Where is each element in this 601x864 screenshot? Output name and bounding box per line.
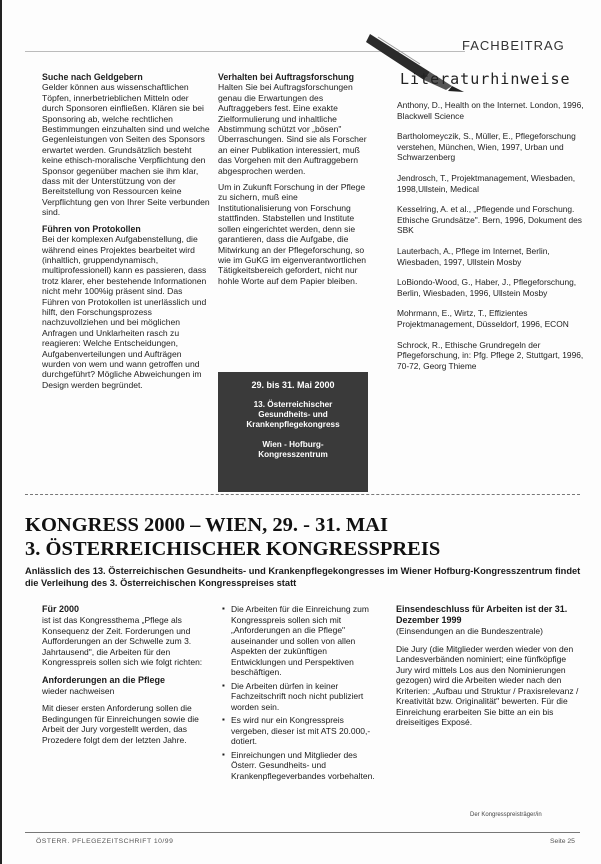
intro-paragraph: Anlässlich des 13. Österreichischen Gesundheits- und Krankenpflegekongresses im Wiener Hofburg-Kongresszentrum findet die Verleihung des 3. Österreichischen Kongresspreises statt xyxy=(25,566,581,588)
literature-ref: Lauterbach, A., Pflege im Internet, Berlin, Wiesbaden, 1997, Ullstein Mosby xyxy=(397,245,550,267)
criteria-item: ▪ Die Arbeiten dürfen in keiner Fachzeitschrift noch nicht publiziert worden sein. xyxy=(222,681,377,713)
subheading: Verhalten bei Auftragsforschung xyxy=(218,72,355,82)
congress-info-box xyxy=(218,372,368,492)
paragraph: Halten Sie bei Auftragsforschungen genau die Erwartungen des Auftraggebers fest. Eine exakte Zielformulierung und inhaltliche Abstimmung schützt vor „bösen" Überraschungen. Sind sie als Forscher an einer Publikation interessiert, muß das Vorgehen mit den Auftraggebern abgesprochen werden. xyxy=(218,82,367,176)
congress-line: 13. Österreichischer xyxy=(253,400,333,409)
literature-ref: Schrock, R., Ethische Grundregeln der Pflegeforschung, in: Pfg. Pflege 2, Stuttgart, 1996, 70-72, Georg Thieme xyxy=(397,339,584,371)
criteria-item: ▪ Einreichungen und Mitglieder des Österr. Gesundheits- und Krankenpflegeverbandes vorbehalten. xyxy=(222,750,377,782)
subheading: Anforderungen an die Pflege xyxy=(42,674,166,685)
article-column-1 xyxy=(42,72,210,396)
paragraph: ist ist das Kongressthema „Pflege als Konsequenz der Zeit. Forderungen und Aufforderungen an der Schwelle zum 3. Jahrtausend", die Arbeiten für den Kongresspreis sollen sich wie folgt richten: xyxy=(42,615,203,667)
footer-rule xyxy=(25,832,580,833)
congress-headline xyxy=(25,513,440,561)
congress-line: Gesundheits- und xyxy=(258,410,328,419)
literature-ref: Jendrosch, T., Projektmanagement, Wiesbaden, 1998,Ullstein, Medical xyxy=(397,172,576,194)
paragraph: wieder nachweisen xyxy=(42,685,115,696)
page-number: Seite 25 xyxy=(550,838,575,845)
paragraph: Gelder können aus wissenschaftlichen Töpfen, innerbetrieblichen Mitteln oder durch Sponsoren einfließen. Klären sie bei Sponsoring ab, welche rechtlichen Bestimmungen einzuhalten sind und welche Gegenleistungen von Seiten des Sponsors erwartet werden. Grundsätzlich besteht keine ethisch-moralische Verpflichtung den Sponsor gegenüber machen sie ihm klar, dass mit der Unterstützung von der Bereitstellung von Ressourcen keine Verpflichtung gen von Ihrer Seite verbunden sind. xyxy=(42,82,210,218)
congress-venue: Wien - Hofburg- xyxy=(262,440,324,449)
literature-title: Literaturhinweise xyxy=(400,70,571,88)
footer-publication: ÖSTERR. PFLEGEZEITSCHRIFT 10/99 xyxy=(36,838,174,845)
paragraph: Bei der komplexen Aufgabenstellung, die während eines Projektes bearbeitet wird (inhaltlich, gruppendynamisch, multiprofessionell) kann es passieren, dass trotz klarer, eher bestehende Informationen nicht mehr 100%ig präsent sind. Das Führen von Protokollen ist unerlässlich und hilft, den Forschungsprozess nachzuvollziehen und bei möglichen Anfragen und Unklarheiten rasch zu reagieren: Welche Entscheidungen, Aufgabenverteilungen und Aufträgen wurden von wem und wann getroffen und durchgeführt? Mögliche Abweichungen im Design werden begründet. xyxy=(42,234,207,390)
criteria-item: ▪ Es wird nur ein Kongresspreis vergeben, dieser ist mit ATS 20.000,- dotiert. xyxy=(222,715,377,747)
criteria-item: ▪ Die Arbeiten für die Einreichung zum Kongresspreis sollen sich mit „Anforderungen an die Pflege" auseinander und sollen von allen Aspekten der zukünftigen Entwicklungen und Perspektiven beschäftigen. xyxy=(222,604,377,678)
literature-ref: Bartholomeyczik, S., Müller, E., Pflegeforschung verstehen, München, Wien, 1997, Urban und Schwarzenberg xyxy=(397,131,576,163)
literature-list xyxy=(397,100,587,381)
headline-line-2: 3. ÖSTERREICHISCHER KONGRESSPREIS xyxy=(25,538,441,560)
bottom-column-1 xyxy=(42,604,207,752)
section-divider xyxy=(25,494,580,495)
section-label: FACHBEITRAG xyxy=(462,38,565,53)
article-column-2 xyxy=(218,72,372,292)
paragraph: Um in Zukunft Forschung in der Pflege zu sichern, muß eine Institutionalisierung von Forschung stattfinden. Stabstellen und Institute sollen eingerichtet werden, denn sie garantieren, dass die Aufgabe, die Mitwirkung an der Pflegeforschung, so wie im GuKG im eigenverantwortlichen Tätigkeitsbereich gefordert, nicht nur hohle Worte auf dem Papier bleiben. xyxy=(218,182,367,286)
congress-date: 29. bis 31. Mai 2000 xyxy=(251,380,335,390)
literature-ref: Mohrmann, E., Wirtz, T., Effizientes Projektmanagement, Düsseldorf, 1996, ECON xyxy=(397,308,569,329)
congress-line: Krankenpflegekongress xyxy=(246,420,340,429)
subheading: Für 2000 xyxy=(42,604,80,614)
paragraph: Die Jury (die Mitglieder werden wieder von den Landesverbänden nominiert; eine fünfköpfige Jury wird mittels Los aus den Nominierungen gezogen) wird die Arbeiten wieder nach den Kriterien: „Aufbau und Struktur / Praxisrelevanz / Kreativität bzw. Originalität" bewerten. Für die Einreichung erarbeiten Sie bitte an ein bis dreiseitiges Exposé. xyxy=(396,643,579,727)
paragraph: (Einsendungen an die Bundeszentrale) xyxy=(396,626,543,636)
photo-credit: Der Kongresspreisträger/in xyxy=(470,812,542,818)
subheading: Einsendeschluss für Arbeiten ist der 31. Dezember 1999 xyxy=(396,604,568,625)
subheading: Führen von Protokollen xyxy=(42,223,141,234)
literature-ref: LoBiondo-Wood, G., Haber, J., Pflegeforschung, Berlin, Wiesbaden, 1996, Ullstein Mosby xyxy=(397,277,577,298)
literature-ref: Kesselring, A. et al., „Pflegende und Forschung. Ethische Grundsätze". Bern, 1996, Dokument des SBK xyxy=(397,204,582,236)
criteria-list xyxy=(222,604,377,781)
bottom-column-2 xyxy=(222,604,377,784)
literature-ref: Anthony, D., Health on the Internet. London, 1996, Blackwell Science xyxy=(397,100,584,121)
paragraph: Mit dieser ersten Anforderung sollen die Bedingungen für Einreichungen sowie die Arbeit der Jury vorgestellt werden, das Prozedere folgt dem der letzten Jahre. xyxy=(42,703,199,745)
bottom-column-3 xyxy=(396,604,581,735)
congress-venue: Kongresszentrum xyxy=(258,450,328,459)
subheading: Suche nach Geldgebern xyxy=(42,72,143,82)
headline-line-1: KONGRESS 2000 – WIEN, 29. - 31. MAI xyxy=(25,514,388,536)
